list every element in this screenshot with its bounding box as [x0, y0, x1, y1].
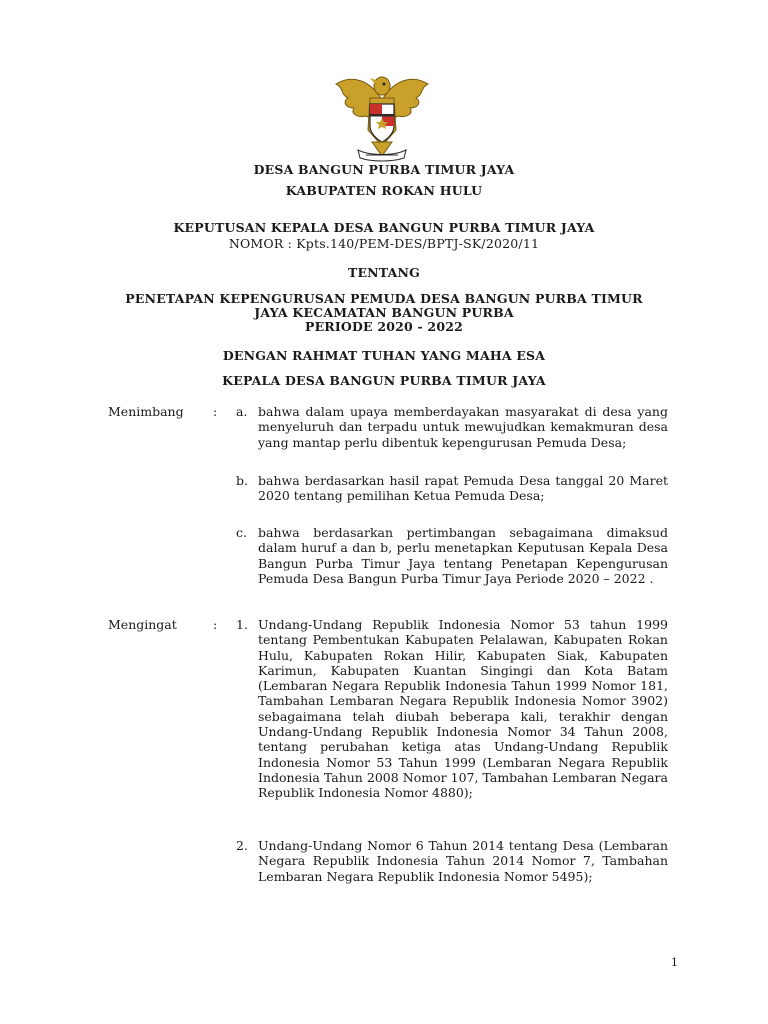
- mengingat-marker-2: 2.: [236, 838, 248, 853]
- regency-title: KABUPATEN ROKAN HULU: [285, 183, 483, 198]
- subject-line-2: JAYA KECAMATAN BANGUN PURBA: [254, 305, 514, 320]
- menimbang-label: Menimbang: [108, 404, 184, 419]
- menimbang-colon: :: [213, 404, 218, 419]
- mengingat-colon: :: [213, 617, 218, 632]
- menimbang-item-a: bahwa dalam upaya memberdayakan masyarakat di desa yang menyeluruh dan terpadu untuk mewujudkan kemakmuran desa yang mantap perlu dibentuk kepengurusan Pemuda Desa;: [258, 404, 668, 450]
- mengingat-item-2: Undang-Undang Nomor 6 Tahun 2014 tentang Desa (Lembaran Negara Republik Indonesia Tahun 2014 Nomor 7, Tambahan Lembaran Negara Republik Indonesia Nomor 5495);: [258, 838, 668, 884]
- decree-number: NOMOR : Kpts.140/PEM-DES/BPTJ-SK/2020/11: [228, 236, 540, 251]
- decree-title: KEPUTUSAN KEPALA DESA BANGUN PURBA TIMUR JAYA: [173, 220, 595, 235]
- grace-statement: DENGAN RAHMAT TUHAN YANG MAHA ESA: [222, 348, 546, 363]
- menimbang-item-b: bahwa berdasarkan hasil rapat Pemuda Desa tanggal 20 Maret 2020 tentang pemilihan Ketua Pemuda Desa;: [258, 473, 668, 504]
- menimbang-marker-b: b.: [236, 473, 248, 488]
- head-of-village-title: KEPALA DESA BANGUN PURBA TIMUR JAYA: [222, 373, 546, 388]
- mengingat-marker-1: 1.: [236, 617, 248, 632]
- menimbang-marker-a: a.: [236, 404, 248, 419]
- village-title: DESA BANGUN PURBA TIMUR JAYA: [253, 162, 515, 177]
- mengingat-item-1: Undang-Undang Republik Indonesia Nomor 53 tahun 1999 tentang Pembentukan Kabupaten Pelalawan, Kabupaten Rokan Hulu, Kabupaten Rokan Hilir, Kabupaten Siak, Kabupaten Karimun, Kabupaten Kuantan Singingi dan Kota Batam (Lembaran Negara Republik Indonesia Tahun 1999 Nomor 181, Tambahan Lembaran Negara Republik Indonesia Nomor 3902) sebagaimana telah diubah beberapa kali, terakhir dengan Undang-Undang Republik Indonesia Nomor 34 Tahun 2008, tentang perubahan ketiga atas Undang-Undang Republik Indonesia Nomor 53 Tahun 1999 (Lembaran Negara Republik Indonesia Tahun 2008 Nomor 107, Tambahan Lembaran Negara Republik Indonesia Nomor 4880);: [258, 617, 668, 801]
- subject-line-1: PENETAPAN KEPENGURUSAN PEMUDA DESA BANGUN PURBA TIMUR: [125, 291, 643, 306]
- garuda-emblem-icon: [330, 70, 434, 164]
- mengingat-label: Mengingat: [108, 617, 177, 632]
- page-number: 1: [671, 956, 678, 969]
- menimbang-item-c: bahwa berdasarkan pertimbangan sebagaimana dimaksud dalam huruf a dan b, perlu menetapkan Keputusan Kepala Desa Bangun Purba Timur Jaya tentang Penetapan Kepengurusan Pemuda Desa Bangun Purba Timur Jaya Periode 2020 – 2022 .: [258, 525, 668, 586]
- menimbang-marker-c: c.: [236, 525, 247, 540]
- about-heading: TENTANG: [347, 265, 421, 280]
- subject-line-3: PERIODE 2020 - 2022: [304, 319, 464, 334]
